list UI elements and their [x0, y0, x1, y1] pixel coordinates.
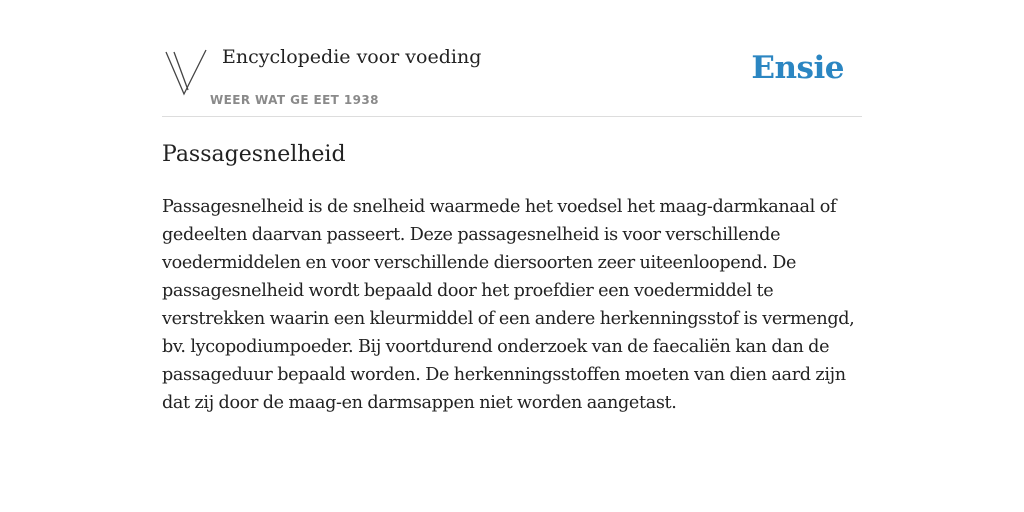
article-title: Passagesnelheid — [162, 142, 346, 167]
article-body: Passagesnelheid is de snelheid waarmede het voedsel het maag-darmkanaal of gedeelten daarvan passeert. Deze passagesnelheid is voor verschillende voedermiddelen en voor verschillende diersoorten zeer uiteenloopend. De passagesnelheid wordt bepaald door het proefdier een voedermiddel te verstrekken waarin een kleurmiddel of een andere herkenningsstof is vermengd, bv. lycopodiumpoeder. Bij voortdurend onderzoek van de faecaliën kan dan de passageduur bepaald worden. De herkenningsstoffen moeten van dien aard zijn dat zij door de maag-en darmsappen niet worden aangetast. — [162, 197, 855, 413]
ensie-brand-link[interactable]: Ensie — [751, 50, 844, 86]
v-logo-icon[interactable] — [164, 48, 208, 96]
book-title[interactable]: Encyclopedie voor voeding — [222, 46, 482, 68]
book-header — [162, 40, 862, 117]
article — [162, 138, 864, 417]
book-subtitle: WEER WAT GE EET 1938 — [210, 93, 379, 107]
